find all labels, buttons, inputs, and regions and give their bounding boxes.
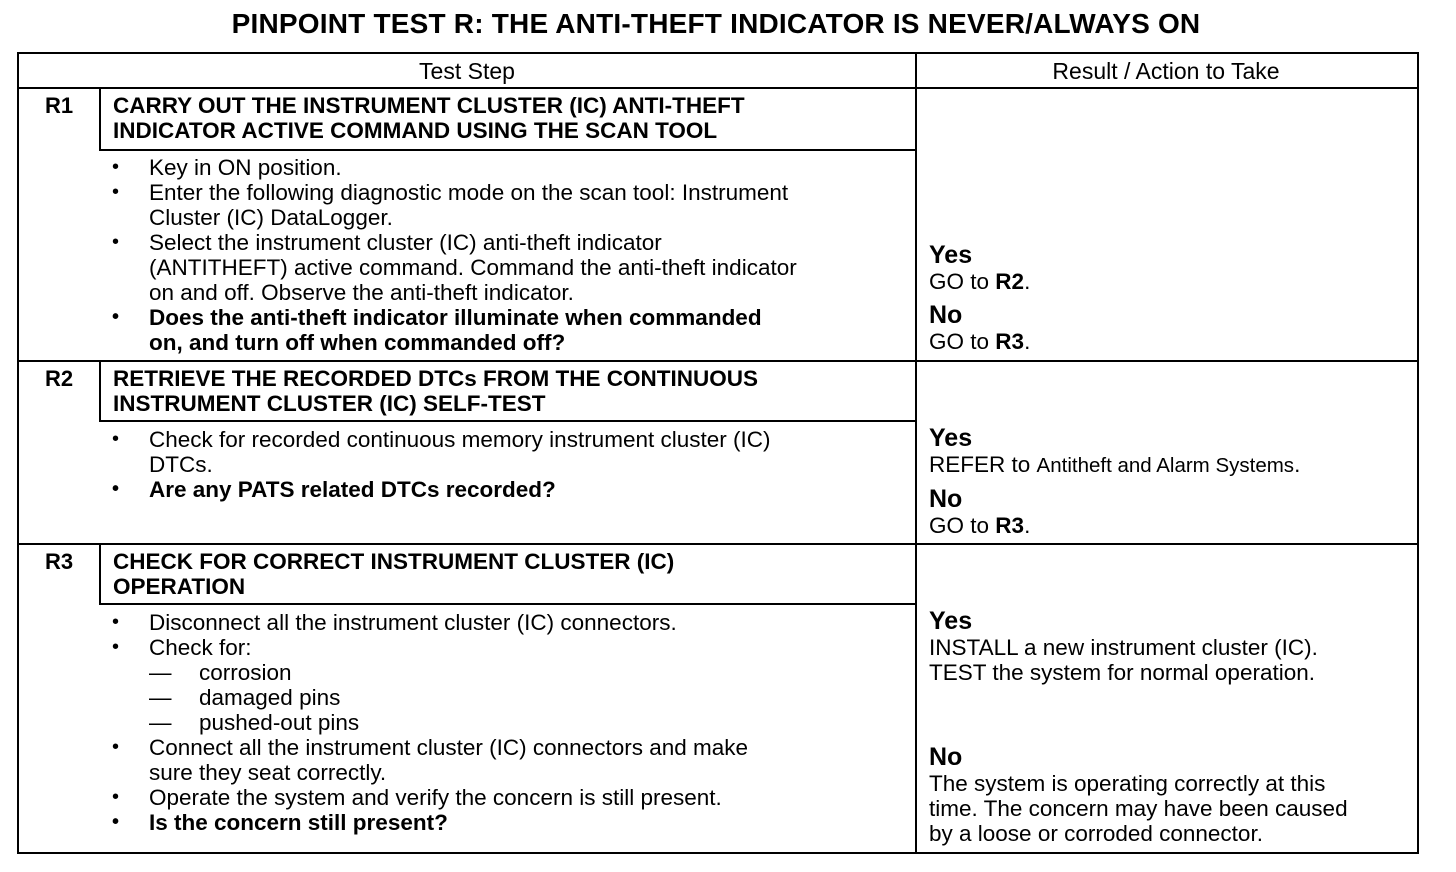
step-id-r2: R2 bbox=[44, 366, 74, 391]
step-instructions-r1 bbox=[108, 155, 908, 355]
list-item-question: • Does the anti-theft indicator illuminate when commanded on, and turn off when commanded off? bbox=[108, 305, 908, 355]
result-r2 bbox=[929, 425, 1409, 538]
step-title-line: INDICATOR ACTIVE COMMAND USING THE SCAN TOOL bbox=[113, 118, 718, 143]
page-title: PINPOINT TEST R: THE ANTI-THEFT INDICATOR IS NEVER/ALWAYS ON bbox=[231, 8, 1201, 39]
header-result-action: Result / Action to Take bbox=[1052, 58, 1280, 84]
step-title-line: OPERATION bbox=[113, 574, 246, 599]
no-action-line: by a loose or corroded connector. bbox=[929, 821, 1263, 846]
yes-action: REFER to Antitheft and Alarm Systems. bbox=[929, 452, 1301, 477]
step-instructions-r2 bbox=[108, 427, 908, 502]
list-item: • Operate the system and verify the concern is still present. bbox=[108, 785, 908, 810]
check-item: — pushed-out pins bbox=[149, 710, 908, 735]
list-item: • Connect all the instrument cluster (IC) connectors and make sure they seat correctly. bbox=[108, 735, 908, 785]
step-title-r3 bbox=[113, 549, 903, 599]
yes-label: Yes bbox=[929, 424, 973, 452]
list-item-question: • Are any PATS related DTCs recorded? bbox=[108, 477, 908, 502]
no-action: GO to R3. bbox=[929, 329, 1031, 354]
check-list bbox=[149, 660, 908, 735]
yes-action-line: INSTALL a new instrument cluster (IC). bbox=[929, 635, 1318, 660]
title-divider-r2 bbox=[100, 420, 917, 422]
yes-action-line: TEST the system for normal operation. bbox=[929, 660, 1315, 685]
no-label: No bbox=[929, 301, 963, 329]
row-divider-r2 bbox=[17, 360, 1419, 362]
step-title-r1 bbox=[113, 93, 903, 143]
list-item: • Select the instrument cluster (IC) anti-theft indicator (ANTITHEFT) active command. Command the anti-theft indicator on and off. Observe the anti-theft indicator. bbox=[108, 230, 908, 305]
no-action: GO to R3. bbox=[929, 513, 1031, 538]
no-action-line: time. The concern may have been caused bbox=[929, 796, 1348, 821]
yes-label: Yes bbox=[929, 241, 973, 269]
step-title-r2 bbox=[113, 366, 903, 416]
row-divider-r3 bbox=[17, 543, 1419, 545]
check-item: — damaged pins bbox=[149, 685, 908, 710]
step-title-line: INSTRUMENT CLUSTER (IC) SELF-TEST bbox=[113, 391, 546, 416]
list-item: • Check for recorded continuous memory instrument cluster (IC) DTCs. bbox=[108, 427, 908, 477]
id-divider-r2 bbox=[99, 360, 101, 422]
check-item: — corrosion bbox=[149, 660, 908, 685]
step-id-r1: R1 bbox=[44, 93, 74, 118]
result-r3-no bbox=[929, 744, 1409, 846]
column-divider bbox=[915, 52, 917, 854]
id-divider-r1 bbox=[99, 87, 101, 151]
list-item: • Key in ON position. bbox=[108, 155, 908, 180]
no-action-line: The system is operating correctly at this bbox=[929, 771, 1326, 796]
no-label: No bbox=[929, 485, 963, 513]
list-item-question: • Is the concern still present? bbox=[108, 810, 908, 835]
list-item: • Disconnect all the instrument cluster (IC) connectors. bbox=[108, 610, 908, 635]
header-test-step: Test Step bbox=[419, 58, 515, 84]
result-r3-yes bbox=[929, 608, 1409, 685]
step-id-r3: R3 bbox=[44, 549, 74, 574]
list-item: • Enter the following diagnostic mode on the scan tool: Instrument Cluster (IC) DataLogger. bbox=[108, 180, 908, 230]
title-divider-r1 bbox=[100, 149, 917, 151]
id-divider-r3 bbox=[99, 543, 101, 605]
no-label: No bbox=[929, 743, 963, 771]
step-title-line: RETRIEVE THE RECORDED DTCs FROM THE CONTINUOUS bbox=[113, 366, 759, 391]
step-title-line: CHECK FOR CORRECT INSTRUMENT CLUSTER (IC) bbox=[113, 549, 675, 574]
step-title-line: CARRY OUT THE INSTRUMENT CLUSTER (IC) ANTI-THEFT bbox=[113, 93, 745, 118]
yes-label: Yes bbox=[929, 607, 973, 635]
yes-action: GO to R2. bbox=[929, 269, 1031, 294]
result-r1 bbox=[929, 242, 1409, 354]
list-item: • Check for: — corrosion — damaged pins — pushed-out pins bbox=[108, 635, 908, 735]
step-instructions-r3 bbox=[108, 610, 908, 835]
title-divider-r3 bbox=[100, 603, 917, 605]
